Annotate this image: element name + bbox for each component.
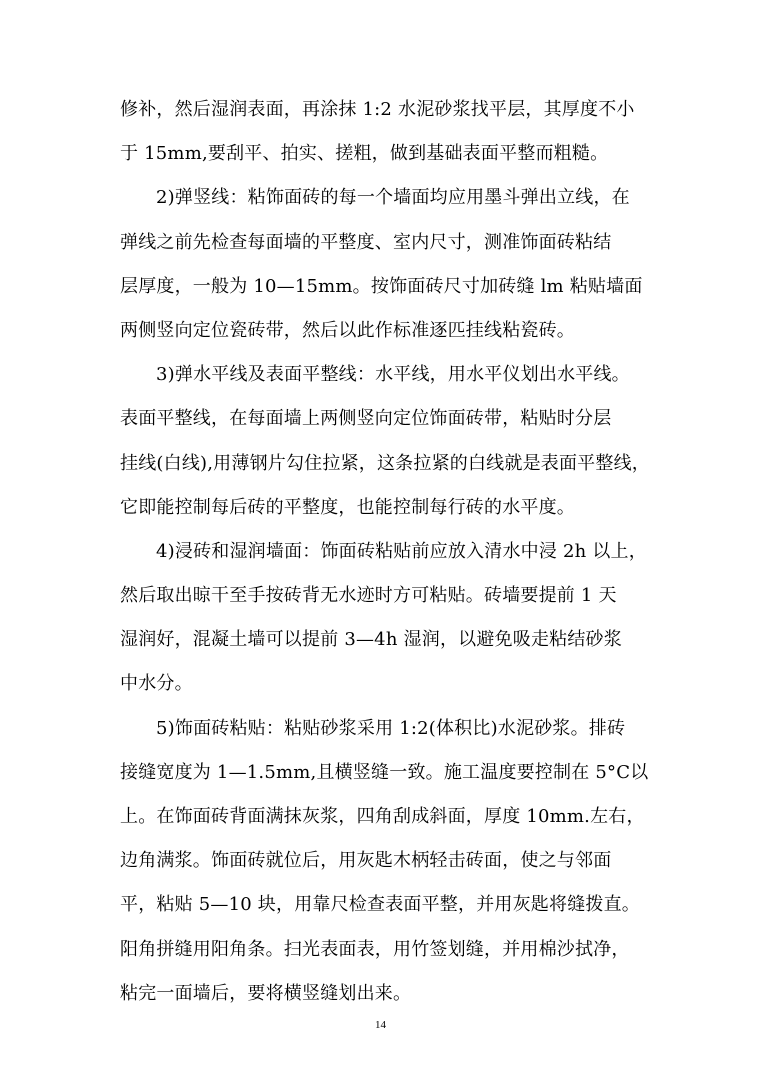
text-line-21: 粘完一面墙后，要将横竖缝划出来。 xyxy=(120,982,412,1004)
text-line-2: 于 15mm,要刮平、拍实、搓粗，做到基础表面平整而粗糙。 xyxy=(120,143,609,165)
text-line-9: 挂线(白线),用薄钢片勾住拉紧，这条拉紧的白线就是表面平整线， xyxy=(120,452,650,474)
text-line-17: 上。在饰面砖背面满抹灰浆，四角刮成斜面，厚度 10mm.左右， xyxy=(120,806,645,827)
text-line-8: 表面平整线，在每面墙上两侧竖向定位饰面砖带，粘贴时分层 xyxy=(120,408,612,430)
text-line-10: 它即能控制每后砖的平整度，也能控制每行砖的水平度。 xyxy=(120,496,575,518)
text-line-11: 4)浸砖和湿润墙面：饰面砖粘贴前应放入清水中浸 2h 以上， xyxy=(156,540,647,562)
text-line-13: 湿润好，混凝土墙可以提前 3—4h 湿润，以避免吸走粘结砂浆 xyxy=(120,629,622,651)
text-line-4: 弹线之前先检查每面墙的平整度、室内尺寸，测准饰面砖粘结 xyxy=(120,231,612,253)
text-line-20: 阳角拼缝用阳角条。扫光表面表，用竹签划缝，并用棉沙拭净， xyxy=(120,938,630,960)
text-line-3: 2)弹竖线：粘饰面砖的每一个墙面均应用墨斗弹出立线，在 xyxy=(156,187,630,209)
page-number: 14 xyxy=(375,1019,386,1031)
body-text xyxy=(120,88,660,1016)
text-line-19: 平，粘贴 5—10 块，用靠尺检查表面平整，并用灰匙将缝拨直。 xyxy=(120,894,640,916)
text-line-18: 边角满浆。饰面砖就位后，用灰匙木柄轻击砖面，使之与邻面 xyxy=(120,850,612,872)
text-line-5: 层厚度，一般为 10—15mm。按饰面砖尺寸加砖缝 lm 粘贴墙面 xyxy=(120,275,643,297)
text-line-15: 5)饰面砖粘贴：粘贴砂浆采用 1:2(体积比)水泥砂浆。排砖 xyxy=(156,717,626,739)
text-line-14: 中水分。 xyxy=(120,673,193,695)
text-line-12: 然后取出晾干至手按砖背无水迹时方可粘贴。砖墙要提前 1 天 xyxy=(120,585,617,607)
text-line-6: 两侧竖向定位瓷砖带，然后以此作标准逐匹挂线粘瓷砖。 xyxy=(120,319,575,341)
text-line-7: 3)弹水平线及表面平整线：水平线，用水平仪划出水平线。 xyxy=(156,364,630,386)
text-line-16: 接缝宽度为 1—1.5mm,且横竖缝一致。施工温度要控制在 5°C以 xyxy=(120,761,649,783)
text-line-1: 修补，然后湿润表面，再涂抹 1:2 水泥砂浆找平层，其厚度不小 xyxy=(120,99,635,120)
